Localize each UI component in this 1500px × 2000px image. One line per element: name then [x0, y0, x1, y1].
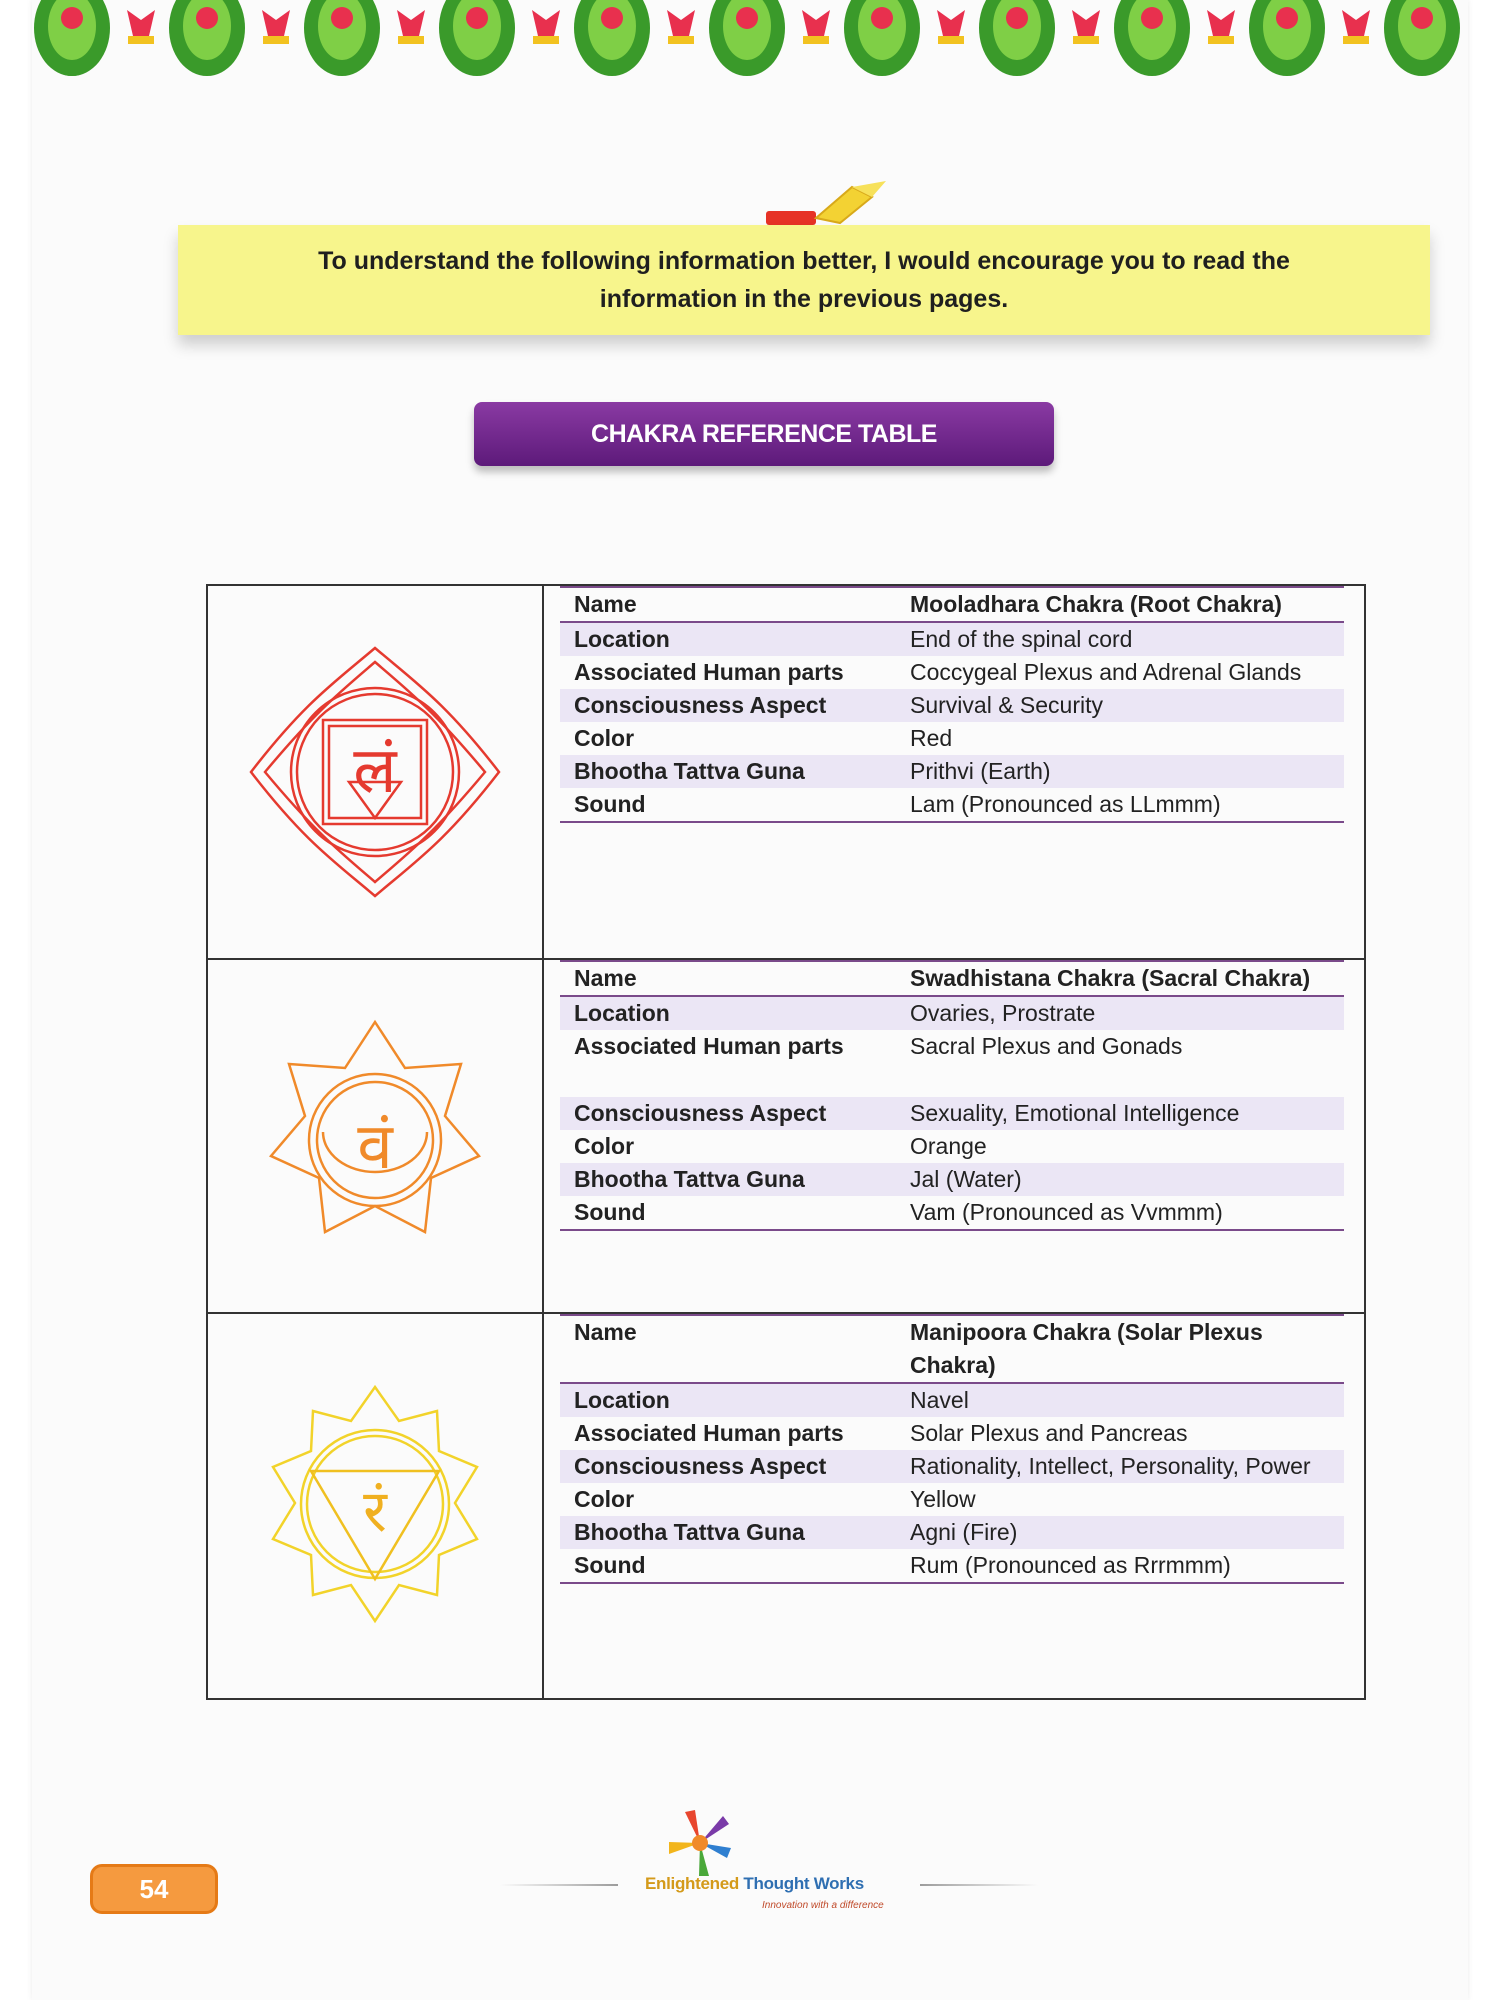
brand-name: Enlightened Thought Works [645, 1874, 864, 1893]
row-color: Color Yellow [574, 1486, 976, 1512]
row-sound: Sound Vam (Pronounced as Vvmmm) [574, 1199, 1223, 1225]
row-name: Name Swadhistana Chakra (Sacral Chakra) [560, 962, 1344, 997]
note-line-1: To understand the following information better, I would encourage you to read the [318, 247, 1290, 275]
chakra-image-cell [208, 960, 544, 1312]
row-human-parts: Associated Human parts Sacral Plexus and Gonads [574, 1033, 1183, 1059]
svg-text:लं: लं [353, 734, 397, 808]
svg-text:रं: रं [363, 1477, 387, 1545]
note-line-2: information in the previous pages. [599, 285, 1009, 313]
chakra-image-cell [208, 586, 544, 958]
row-location: Location Ovaries, Prostrate [560, 997, 1344, 1030]
row-consciousness: Consciousness Aspect Rationality, Intellect, Personality, Power [560, 1450, 1344, 1483]
row-color: Color Red [574, 725, 953, 751]
chakra-row [208, 958, 1364, 1312]
reading-note-banner [178, 225, 1430, 335]
page-number-badge [90, 1864, 218, 1914]
chakra-image-cell [208, 1314, 544, 1698]
row-human-parts: Associated Human parts Coccygeal Plexus and Adrenal Glands [574, 659, 1302, 685]
row-sound: Sound Lam (Pronounced as LLmmm) [574, 791, 1221, 817]
chakra-row [208, 586, 1364, 958]
swadhistana-symbol-icon [265, 1016, 485, 1256]
footer-logo [500, 1808, 1040, 1918]
chakra-reference-table [206, 584, 1366, 1700]
svg-text:वं: वं [357, 1110, 393, 1184]
manipoora-symbol-icon [265, 1381, 485, 1631]
footer-rule-left [500, 1884, 618, 1886]
row-spacer [560, 1063, 1344, 1097]
brand-tagline: Innovation with a difference [762, 1900, 884, 1911]
hands-logo-icon [665, 1808, 735, 1878]
row-human-parts: Associated Human parts Solar Plexus and Pancreas [574, 1420, 1188, 1446]
page-number: 54 [139, 1873, 169, 1904]
row-sound: Sound Rum (Pronounced as Rrrmmm) [574, 1552, 1231, 1578]
footer-rule-right [920, 1884, 1038, 1886]
floral-border-decoration [32, 0, 1468, 88]
row-tattva: Bhootha Tattva Guna Agni (Fire) [560, 1516, 1344, 1549]
row-location: Location End of the spinal cord [560, 623, 1344, 656]
row-tattva: Bhootha Tattva Guna Jal (Water) [560, 1163, 1344, 1196]
row-consciousness: Consciousness Aspect Sexuality, Emotional Intelligence [560, 1097, 1344, 1130]
chakra-info [560, 960, 1344, 1231]
row-name: Name Mooladhara Chakra (Root Chakra) [560, 588, 1344, 623]
chakra-info [560, 1314, 1344, 1584]
chakra-row [208, 1312, 1364, 1698]
row-name: Name Manipoora Chakra (Solar Plexus Chakra) [560, 1316, 1344, 1384]
chakra-info [560, 586, 1344, 823]
row-location: Location Navel [560, 1384, 1344, 1417]
section-title-bar [474, 402, 1054, 466]
row-tattva: Bhootha Tattva Guna Prithvi (Earth) [560, 755, 1344, 788]
row-color: Color Orange [574, 1133, 987, 1159]
mooladhara-symbol-icon [245, 642, 505, 902]
row-consciousness: Consciousness Aspect Survival & Security [560, 689, 1344, 722]
section-title: CHAKRA REFERENCE TABLE [591, 419, 937, 448]
